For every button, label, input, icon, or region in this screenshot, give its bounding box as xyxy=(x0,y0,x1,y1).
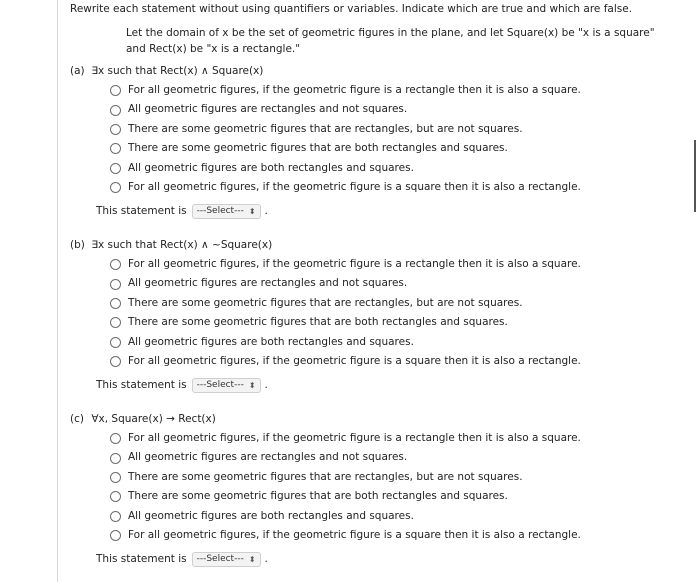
radio-button[interactable] xyxy=(110,317,121,328)
truth-select[interactable] xyxy=(192,204,261,219)
part-b-options xyxy=(110,255,670,371)
select-arrows-icon: ⬍ xyxy=(248,554,256,564)
radio-button[interactable] xyxy=(110,259,121,270)
radio-button[interactable] xyxy=(110,105,121,116)
part-a-truth-row: This statement is ---Select--- ⬍ . xyxy=(96,205,268,218)
option-row[interactable] xyxy=(110,100,670,119)
option-label: For all geometric figures, if the geometric figure is a square then it is also a rectangle. xyxy=(128,180,581,193)
content-left-border xyxy=(57,0,58,582)
part-a-label: (a) xyxy=(70,65,85,77)
radio-button[interactable] xyxy=(110,356,121,367)
select-label: ---Select--- xyxy=(196,554,244,565)
part-a-options xyxy=(110,81,670,197)
part-c-label: (c) xyxy=(70,413,84,425)
option-label: All geometric figures are rectangles and not squares. xyxy=(128,451,408,464)
statement-prefix: This statement is xyxy=(96,379,187,392)
part-c-truth-row: This statement is ---Select--- ⬍ . xyxy=(96,553,268,566)
truth-select[interactable] xyxy=(192,378,261,393)
option-label: There are some geometric figures that are both rectangles and squares. xyxy=(128,490,508,503)
part-a xyxy=(70,62,670,220)
radio-button[interactable] xyxy=(110,337,121,348)
radio-button[interactable] xyxy=(110,182,121,193)
option-row[interactable] xyxy=(110,487,670,506)
option-label: There are some geometric figures that are rectangles, but are not squares. xyxy=(128,470,523,483)
part-b xyxy=(70,236,670,394)
option-row[interactable] xyxy=(110,352,670,371)
statement-prefix: This statement is xyxy=(96,205,187,218)
option-row[interactable] xyxy=(110,526,670,545)
part-c xyxy=(70,410,670,568)
select-arrows-icon: ⬍ xyxy=(248,380,256,390)
option-label: For all geometric figures, if the geometric figure is a rectangle then it is also a square. xyxy=(128,432,581,444)
part-b-statement: ∃x such that Rect(x) ∧ ~Square(x) xyxy=(91,239,273,251)
part-b-truth-row: This statement is ---Select--- ⬍ . xyxy=(96,379,268,392)
scrollbar-thumb[interactable] xyxy=(694,140,696,212)
option-row[interactable] xyxy=(110,313,670,332)
radio-button[interactable] xyxy=(110,511,121,522)
radio-button[interactable] xyxy=(110,143,121,154)
statement-prefix: This statement is xyxy=(96,553,187,566)
option-label: There are some geometric figures that are both rectangles and squares. xyxy=(128,316,508,329)
option-label: All geometric figures are rectangles and not squares. xyxy=(128,103,408,116)
option-label: All geometric figures are rectangles and not squares. xyxy=(128,277,408,290)
option-row[interactable] xyxy=(110,178,670,197)
truth-select[interactable] xyxy=(192,552,261,567)
option-row[interactable] xyxy=(110,429,670,448)
option-row[interactable] xyxy=(110,507,670,526)
radio-button[interactable] xyxy=(110,453,121,464)
radio-button[interactable] xyxy=(110,85,121,96)
part-b-label: (b) xyxy=(70,239,85,251)
radio-button[interactable] xyxy=(110,279,121,290)
option-row[interactable] xyxy=(110,81,670,100)
option-label: For all geometric figures, if the geometric figure is a square then it is also a rectangle. xyxy=(128,354,581,367)
part-a-statement: ∃x such that Rect(x) ∧ Square(x) xyxy=(91,65,264,77)
radio-button[interactable] xyxy=(110,530,121,541)
part-c-statement: ∀x, Square(x) → Rect(x) xyxy=(91,413,216,425)
option-row[interactable] xyxy=(110,294,670,313)
part-c-options xyxy=(110,429,670,545)
option-label: For all geometric figures, if the geometric figure is a square then it is also a rectangle. xyxy=(128,528,581,541)
radio-button[interactable] xyxy=(110,163,121,174)
option-row[interactable] xyxy=(110,139,670,158)
domain-definition: Let the domain of x be the set of geometric figures in the plane, and let Square(x) be "x is a square" and Rect(x) be "x is a rectangle." xyxy=(126,27,655,55)
option-label: There are some geometric figures that are both rectangles and squares. xyxy=(128,142,508,155)
radio-button[interactable] xyxy=(110,472,121,483)
select-label: ---Select--- xyxy=(196,206,244,217)
option-row[interactable] xyxy=(110,255,670,274)
option-label: For all geometric figures, if the geometric figure is a rectangle then it is also a square. xyxy=(128,84,581,96)
instruction-text: Rewrite each statement without using quantifiers or variables. Indicate which are true and which are false. xyxy=(70,3,633,15)
option-label: All geometric figures are both rectangles and squares. xyxy=(128,335,414,348)
option-label: All geometric figures are both rectangles and squares. xyxy=(128,509,414,522)
option-row[interactable] xyxy=(110,448,670,467)
option-label: There are some geometric figures that are rectangles, but are not squares. xyxy=(128,122,523,135)
option-row[interactable] xyxy=(110,333,670,352)
select-label: ---Select--- xyxy=(196,380,244,391)
option-row[interactable] xyxy=(110,120,670,139)
part-b-header xyxy=(70,236,670,254)
radio-button[interactable] xyxy=(110,491,121,502)
option-label: All geometric figures are both rectangles and squares. xyxy=(128,161,414,174)
option-label: There are some geometric figures that are rectangles, but are not squares. xyxy=(128,296,523,309)
radio-button[interactable] xyxy=(110,298,121,309)
option-label: For all geometric figures, if the geometric figure is a rectangle then it is also a square. xyxy=(128,258,581,270)
option-row[interactable] xyxy=(110,468,670,487)
option-row[interactable] xyxy=(110,159,670,178)
option-row[interactable] xyxy=(110,274,670,293)
radio-button[interactable] xyxy=(110,433,121,444)
radio-button[interactable] xyxy=(110,124,121,135)
part-a-header xyxy=(70,62,670,80)
part-c-header xyxy=(70,410,670,428)
select-arrows-icon: ⬍ xyxy=(248,206,256,216)
